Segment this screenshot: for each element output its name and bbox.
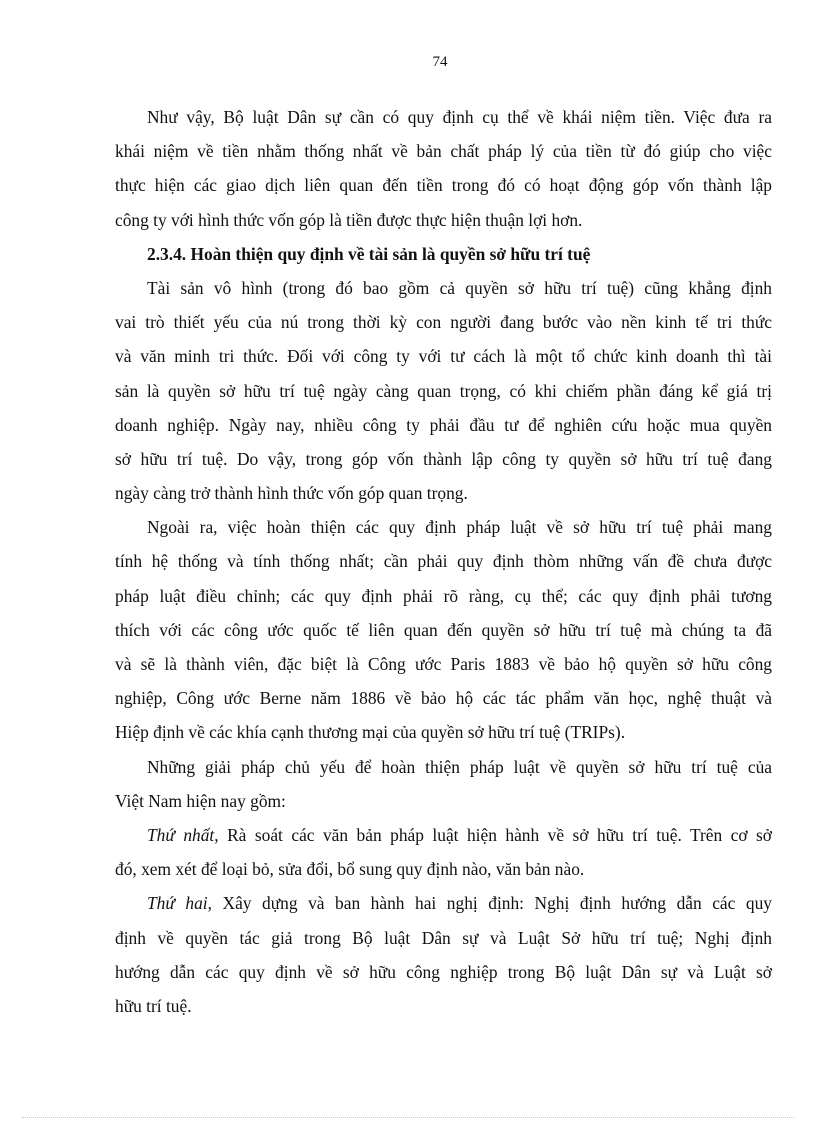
- paragraph-solution-second: [115, 886, 772, 1023]
- text-line: định về quyền tác giả trong Bộ luật Dân sự và Luật Sở hữu trí tuệ; Nghị định: [115, 927, 772, 948]
- text-line: vai trò thiết yếu của nú trong thời kỳ con người đang bước vào nền kinh tế tri thức: [115, 312, 772, 333]
- text-line: hữu trí tuệ.: [115, 995, 192, 1016]
- text-line: [115, 818, 772, 852]
- text-line: và văn minh tri thức. Đối với công ty với tư cách là một tổ chức kinh doanh thì tài: [115, 346, 772, 367]
- paragraph-money-concept: [115, 100, 772, 237]
- italic-lead: Thứ nhất: [147, 824, 215, 845]
- text-fragment: , Xây dựng và ban hành hai nghị định: Nghị định hướng dẫn các quy: [207, 893, 772, 914]
- text-line: ngày càng trở thành hình thức vốn góp quan trọng.: [115, 483, 468, 504]
- italic-lead: Thứ hai: [147, 893, 208, 914]
- text-line: Ngoài ra, việc hoàn thiện các quy định pháp luật về sở hữu trí tuệ phải mang: [147, 517, 772, 538]
- paragraph-legal-improvement: [115, 510, 772, 749]
- text-fragment: , Rà soát các văn bản pháp luật hiện hành về sở hữu trí tuệ. Trên cơ sở: [214, 824, 772, 845]
- text-line: [115, 886, 772, 920]
- text-line: Những giải pháp chủ yếu để hoàn thiện pháp luật về quyền sở hữu trí tuệ của: [147, 756, 772, 777]
- text-line: nghiệp, Công ước Berne năm 1886 về bảo hộ các tác phẩm văn học, nghệ thuật và: [115, 688, 772, 709]
- text-line: công ty với hình thức vốn góp là tiền được thực hiện thuận lợi hơn.: [115, 209, 583, 230]
- text-line: khái niệm về tiền nhằm thống nhất về bản chất pháp lý của tiền từ đó giúp cho việc: [115, 141, 772, 162]
- paragraph-intangible-assets: [115, 271, 772, 510]
- paragraph-solution-first: [115, 818, 772, 886]
- text-line: hướng dẫn các quy định về sở hữu công nghiệp trong Bộ luật Dân sự và Luật sở: [115, 961, 772, 982]
- section-heading: 2.3.4. Hoàn thiện quy định về tài sản là quyền sở hữu trí tuệ: [147, 243, 591, 264]
- text-line: Tài sản vô hình (trong đó bao gồm cả quyền sở hữu trí tuệ) cũng khẳng định: [147, 277, 772, 298]
- text-line: sản là quyền sở hữu trí tuệ ngày càng quan trọng, có khi chiếm phần đáng kể giá trị: [115, 380, 772, 401]
- text-line: Như vậy, Bộ luật Dân sự cần có quy định cụ thể về khái niệm tiền. Việc đưa ra: [147, 107, 772, 127]
- text-line: pháp luật điều chỉnh; các quy định phải rõ ràng, cụ thể; các quy định phải tương: [115, 585, 772, 606]
- text-line: thực hiện các giao dịch liên quan đến tiền trong đó có hoạt động góp vốn thành lập: [115, 175, 772, 196]
- text-line: sở hữu trí tuệ. Do vậy, trong góp vốn thành lập công ty quyền sở hữu trí tuệ đang: [115, 448, 772, 469]
- page-bottom-rule: [22, 1117, 794, 1118]
- text-line: thích với các công ước quốc tế liên quan đến quyền sở hữu trí tuệ mà chúng ta đã: [115, 619, 772, 640]
- text-line: doanh nghiệp. Ngày nay, nhiều công ty phải đầu tư để nghiên cứu hoặc mua quyền: [115, 414, 772, 435]
- paragraph-solutions-intro: [115, 750, 772, 818]
- text-line: đó, xem xét để loại bỏ, sửa đổi, bổ sung quy định nào, văn bản nào.: [115, 859, 585, 880]
- text-line: Việt Nam hiện nay gồm:: [115, 790, 286, 811]
- text-line: Hiệp định về các khía cạnh thương mại của quyền sở hữu trí tuệ (TRIPs).: [115, 722, 626, 743]
- document-body: [115, 100, 772, 1023]
- text-line: tính hệ thống và tính thống nhất; cần phải quy định thòm những vấn đề chưa được: [115, 551, 772, 572]
- page-number: 74: [432, 54, 448, 70]
- text-line: và sẽ là thành viên, đặc biệt là Công ước Paris 1883 về bảo hộ quyền sở hữu công: [115, 654, 772, 674]
